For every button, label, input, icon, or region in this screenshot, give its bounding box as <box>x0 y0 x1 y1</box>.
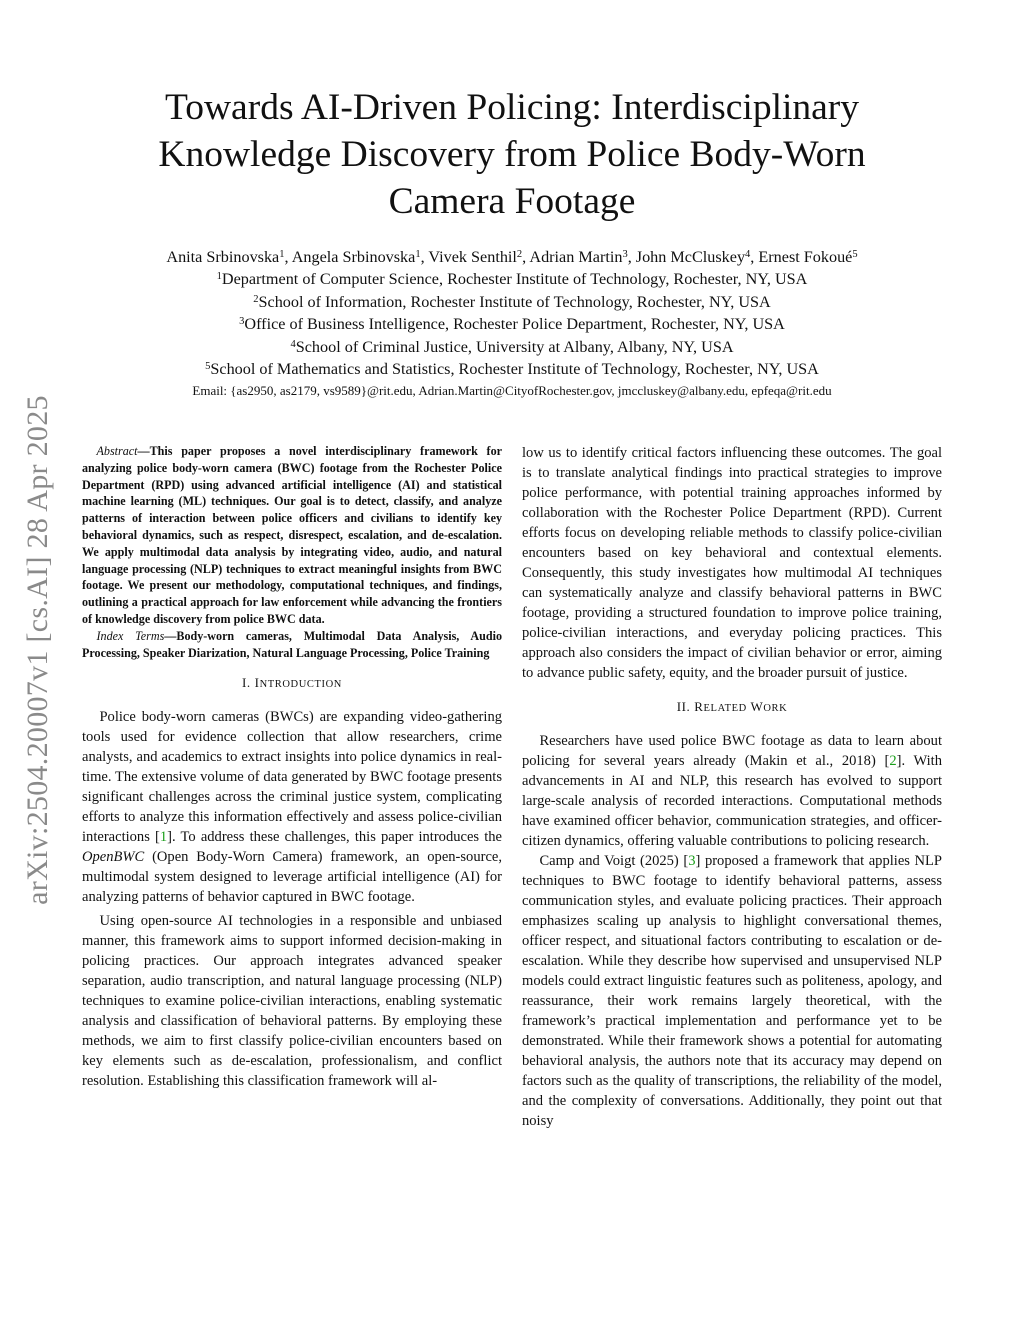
affiliation-line <box>82 313 942 335</box>
affiliation-line <box>82 358 942 380</box>
author-affiliation-mark: 1 <box>279 249 285 260</box>
index-terms <box>82 628 502 662</box>
author-name: Vivek Senthil <box>428 248 517 266</box>
title-line: Towards AI-Driven Policing: Interdisciplinary <box>164 87 860 128</box>
contact-email: Email: {as2950, as2179, vs9589}@rit.edu, Adrian.Martin@CityofRochester.gov, jmccluskey@albany.edu, epfeqa@rit.edu <box>192 383 832 399</box>
text-run: Camp and Voigt (2025) [ <box>539 853 689 869</box>
citation-link[interactable]: 3 <box>688 853 696 869</box>
title-line: Camera Footage <box>388 181 636 222</box>
affiliation-mark: 4 <box>290 338 296 350</box>
left-column <box>82 443 502 1091</box>
right-column <box>522 443 942 1131</box>
affiliation-mark: 3 <box>239 316 245 328</box>
text-run: ]. To address these challenges, this paper introduces the <box>167 829 502 846</box>
title-line: Knowledge Discovery from Police Body-Worn <box>158 134 866 175</box>
author-affiliation-mark: 2 <box>516 249 523 260</box>
section-title-rest: NTRODUCTION <box>259 679 342 691</box>
text-run: (Open Body-Worn Camera) framework, an open-source, multimodal system designed to leverage artificial intelligence (AI) for analyzing patterns of behavior captured in BWC footage. <box>82 849 502 906</box>
citation-link[interactable]: 1 <box>159 829 168 846</box>
section-number: II. <box>676 699 691 714</box>
arxiv-identifier-stamp <box>0 360 76 940</box>
author-name: John McCluskey <box>635 248 746 266</box>
paper-title <box>82 84 942 225</box>
text-run: Researchers have used police BWC footage as data to learn about policing for several years already (Makin et al., 2018) [ <box>522 733 942 769</box>
related-work-paragraph <box>522 851 942 1131</box>
affiliation-text: Department of Computer Science, Rochester Institute of Technology, Rochester, NY, USA <box>221 270 808 289</box>
section-number: I. <box>241 675 251 691</box>
introduction-paragraph <box>82 707 502 907</box>
author-name: Anita Srbinovska <box>166 248 280 266</box>
section-title-rest: ORK <box>763 703 788 714</box>
affiliation-line <box>82 291 942 313</box>
author-block <box>82 246 942 401</box>
introduction-paragraph: Using open-source AI technologies in a responsible and unbiased manner, this framework aims to support informed decision-making in policing practices. Our approach integrates advanced speaker separation, audio transcription, and natural language processing (NLP) techniques to examine police-civilian interactions, enabling systematic analysis and classification of behavioral patterns. By employing these methods, we aim to first classify police-civilian encounters based on key elements such as de-escalation, professionalism, and conflict resolution. Establishing this classification framework will al- <box>82 913 502 1090</box>
author-name: Adrian Martin <box>529 248 623 266</box>
author-affiliation-mark: 5 <box>852 249 858 260</box>
abstract-label: Abstract <box>96 444 138 458</box>
section-heading-introduction <box>82 673 502 695</box>
section-title-rest: ELATED <box>703 703 747 714</box>
author-affiliation-mark: 4 <box>745 249 751 260</box>
affiliation-mark: 1 <box>216 271 222 283</box>
affiliation-mark: 5 <box>205 361 211 373</box>
text-run: ]. With advancements in AI and NLP, this research has evolved to support large-scale analysis of recorded interactions. Computational methods have examined officer behavior, communication strategies, and officer-citizen dynamics, offering valuable contributions to policing research. <box>522 753 942 849</box>
affiliation-text: School of Information, Rochester Institute of Technology, Rochester, NY, USA <box>258 292 771 311</box>
author-list: Anita Srbinovska$^1$, Angela Srbinovska$^1$, Vivek Senthil$^2$, Adrian Martin$^3$, John McCluskey$^4$, Ernest Fokoué$^5$ <box>166 248 858 266</box>
abstract <box>82 443 502 628</box>
author-affiliation-mark: 1 <box>415 249 421 260</box>
related-work-paragraph <box>522 731 942 851</box>
index-terms-text: —Body-worn cameras, Multimodal Data Analysis, Audio Processing, Speaker Diarization, Natural Language Processing, Police Training <box>82 628 502 660</box>
affiliation-text: School of Criminal Justice, University at Albany, Albany, NY, USA <box>295 337 734 356</box>
index-terms-label: Index Terms <box>96 628 165 643</box>
author-name: Ernest Fokoué <box>758 248 853 266</box>
author-affiliation-mark: 3 <box>622 249 628 260</box>
citation-link[interactable]: 2 <box>889 753 897 769</box>
affiliation-line <box>82 268 942 290</box>
introduction-continuation: low us to identify critical factors influencing these outcomes. The goal is to translate analytical findings into practical strategies to improve police performance, with potential training approaches informed by collaboration with the Rochester Police Department (RPD). Current efforts focus on developing reliable methods to classify police-civilian encounters based on key behavioral and contextual elements. Consequently, this study investigates how multimodal AI techniques can systematically analyze and classify behavioral patterns in BWC footage, providing a structured foundation to improve police training, police-civilian interactions, and everyday policing practices. This approach also considers the impact of civilian behavior or error, aiming to advance public safety, equity, and the broader pursuit of justice. <box>522 445 942 681</box>
affiliation-mark: 2 <box>253 293 259 305</box>
section-title-initial: W <box>750 699 764 714</box>
affiliation-text: School of Mathematics and Statistics, Rochester Institute of Technology, Rochester, NY, USA <box>210 360 819 379</box>
affiliation-text: Office of Business Intelligence, Rochester Police Department, Rochester, NY, USA <box>244 315 785 334</box>
framework-name: OpenBWC <box>82 849 145 866</box>
text-run: Police body-worn cameras (BWCs) are expanding video-gathering tools used for evidence collection that allow researchers, crime analysts, and academics to extract insights into police dynamics in real-time. The extensive volume of data generated by BWC footage presents significant challenges across the criminal justice system, complicating efforts to analyze this information effectively and assess police-civilian interactions [ <box>82 709 502 846</box>
section-heading-related-work <box>522 697 942 719</box>
section-title-initial: R <box>694 699 704 714</box>
abstract-text: —This paper proposes a novel interdisciplinary framework for analyzing police body-worn camera (BWC) footage from the Rochester Police Department (RPD) using advanced artificial intelligence (AI) and statistical machine learning (ML) techniques. Our goal is to detect, classify, and analyze patterns of interaction between police officers and civilians to identify key behavioral dynamics, such as respect, disrespect, escalation, and de-escalation. We apply multimodal data analysis by integrating video, audio, and natural language processing (NLP) techniques to extract meaningful insights from BWC footage. We present our methodology, computational techniques, and findings, outlining a practical approach for law enforcement while advancing the frontiers of knowledge discovery from police BWC data. <box>82 444 502 626</box>
text-run: ] proposed a framework that applies NLP techniques to BWC footage to identify behavioral patterns, assess communication styles, and evaluate policing practices. Their approach emphasizes scaling up analysis to highlight conversational themes, officer respect, and situational factors contributing to escalation or de-escalation. While they describe how supervised and unsupervised NLP models could extract linguistic features such as politeness, apology, and reassurance, their work remains largely theoretical, with the framework’s practical implementation and performance yet to be demonstrated. While their framework shows a potential for automating behavioral analysis, the authors note that its accuracy may depend on factors such as the quality of transcriptions, the reliability of the model, and the complexity of conversations. Additionally, they point out that noisy <box>522 853 943 1129</box>
affiliation-line <box>82 336 942 358</box>
arxiv-identifier-text: arXiv:2504.20007v1 [cs.AI] 28 Apr 2025 <box>21 395 54 905</box>
author-name: Angela Srbinovska <box>291 248 416 266</box>
section-title-initial: I <box>254 675 260 691</box>
